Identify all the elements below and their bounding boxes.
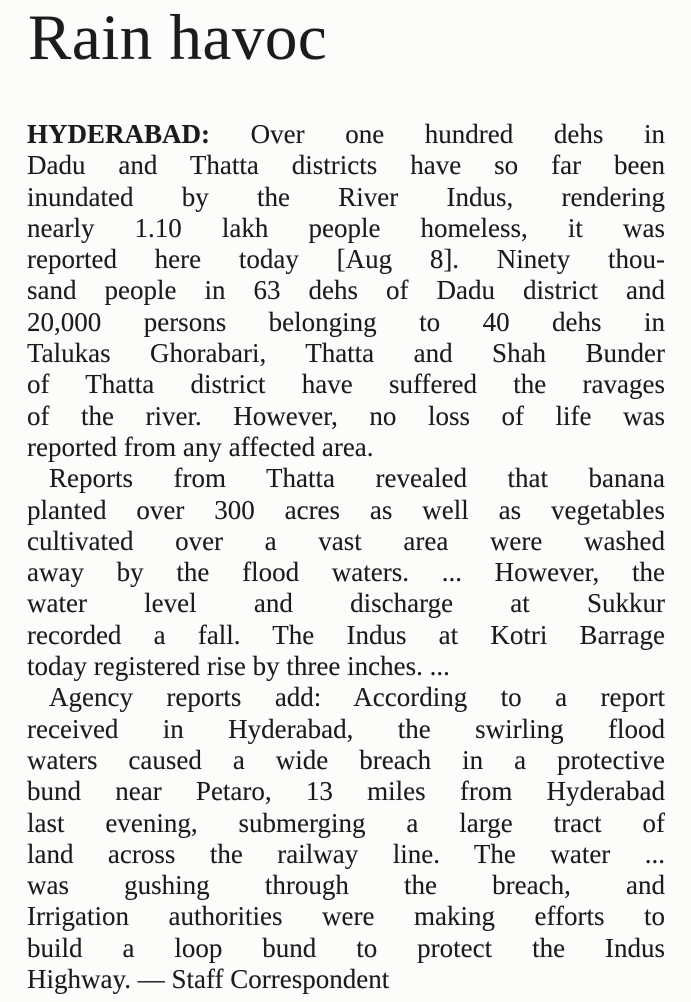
dateline: HYDERABAD: — [27, 119, 211, 149]
article-line: of the river. However, no loss of life was — [27, 400, 665, 431]
article-line: land across the railway line. The water ... — [27, 838, 665, 869]
article-line-text: Over one hundred dehs in — [250, 119, 665, 149]
article-line: sand people in 63 dehs of Dadu district and — [27, 275, 665, 306]
article-title: Rain havoc — [28, 2, 328, 74]
article-line: Highway. — Staff Correspondent — [27, 964, 390, 995]
article-line: reported here today [Aug 8]. Ninety thou- — [27, 244, 665, 275]
article-line: Dadu and Thatta districts have so far been — [27, 150, 665, 181]
article-line: waters caused a wide breach in a protective — [27, 744, 665, 775]
article-line: 20,000 persons belonging to 40 dehs in — [27, 306, 665, 337]
article-body — [27, 119, 665, 995]
article-line: cultivated over a vast area were washed — [27, 525, 665, 556]
article-line: Talukas Ghorabari, Thatta and Shah Bunder — [27, 338, 665, 369]
article-line: bund near Petaro, 13 miles from Hyderabad — [27, 776, 665, 807]
article-line: last evening, submerging a large tract of — [27, 807, 665, 838]
article-line: recorded a fall. The Indus at Kotri Barrage — [27, 619, 665, 650]
paragraph-2 — [27, 463, 665, 682]
article-line: today registered rise by three inches. ... — [27, 651, 450, 682]
article-line: inundated by the River Indus, rendering — [27, 181, 665, 212]
paragraph-3 — [27, 682, 665, 995]
article-line: reported from any affected area. — [27, 431, 374, 462]
article-line: planted over 300 acres as well as vegetables — [27, 494, 665, 525]
article-line: nearly 1.10 lakh people homeless, it was — [27, 212, 665, 243]
article-line: of Thatta district have suffered the ravages — [27, 369, 665, 400]
article-line: Irrigation authorities were making efforts to — [27, 901, 665, 932]
article-line: was gushing through the breach, and — [27, 870, 665, 901]
paragraph-1 — [27, 119, 665, 463]
article-line: away by the flood waters. ... However, the — [27, 557, 665, 588]
article-line: build a loop bund to protect the Indus — [27, 932, 665, 963]
article-line — [27, 119, 665, 150]
article-line: Reports from Thatta revealed that banana — [49, 463, 665, 494]
article-line: Agency reports add: According to a report — [49, 682, 665, 713]
article-line: received in Hyderabad, the swirling flood — [27, 713, 665, 744]
article-line: water level and discharge at Sukkur — [27, 588, 665, 619]
